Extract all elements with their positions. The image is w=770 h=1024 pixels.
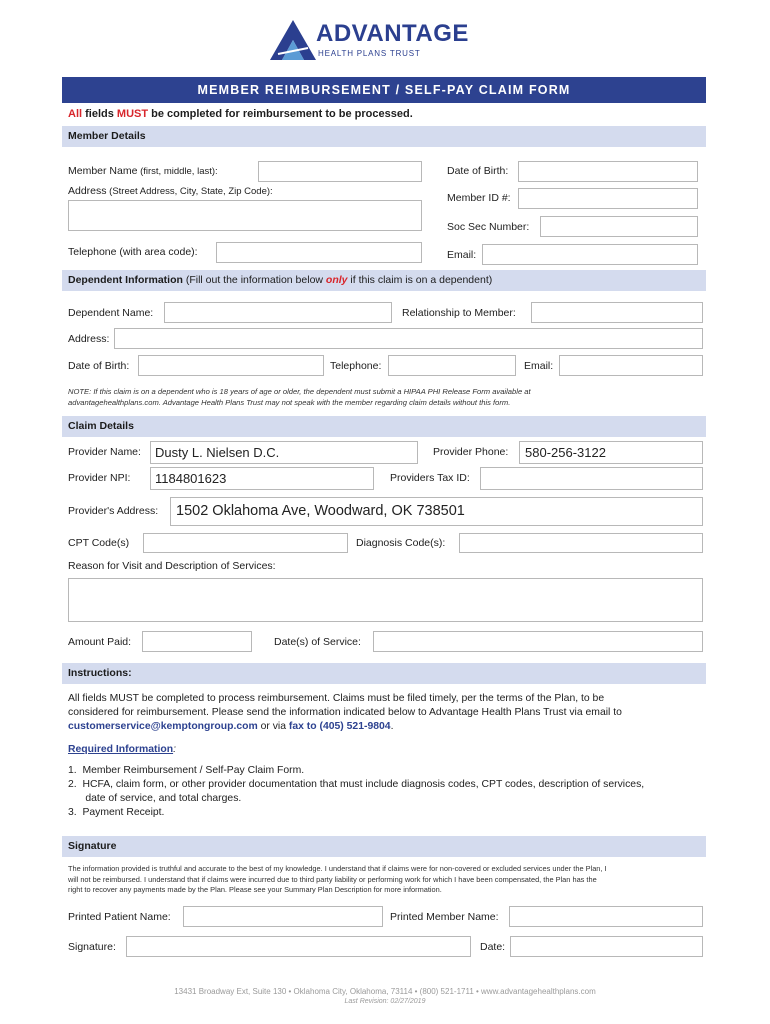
list-item: 3. Payment Receipt. [68,807,165,818]
member-id-field[interactable] [518,188,698,209]
instructions-line3 [68,720,708,734]
member-dob-field[interactable] [518,161,698,182]
signature-statement-line1: The information provided is truthful and accurate to the best of my knowledge. I understand that if claims were for non-covered or excluded services under the Plan, I [68,864,607,873]
signature-statement-line2: will not be reimbursed. I understand that if claims were incurred due to third party liability or performing work for which I have been compensated, the Plan has the [68,874,597,884]
requirement-must: MUST [116,108,149,120]
ssn-label: Soc Sec Number: [447,221,530,233]
form-title: MEMBER REIMBURSEMENT / SELF-PAY CLAIM FORM [62,77,706,103]
member-name-label [68,165,218,177]
instructions-fax: fax to (405) 521-9804 [288,721,391,732]
relationship-label: Relationship to Member: [402,307,516,319]
amount-paid-label: Amount Paid: [68,636,132,648]
member-email-field[interactable] [482,244,698,265]
dependent-header-only: only [325,274,348,286]
logo-name: ADVANTAGE [316,20,469,47]
required-list [68,764,708,820]
printed-member-name-field[interactable] [509,906,703,927]
dependent-note [68,386,698,408]
member-address-label [68,185,273,197]
member-email-label: Email: [447,249,477,261]
printed-patient-name-label: Printed Patient Name: [68,911,171,923]
cpt-field[interactable] [143,533,348,553]
list-item: 1. Member Reimbursement / Self-Pay Claim Form. [68,765,305,776]
member-name-hint: (first, middle, last): [137,166,218,177]
dependent-note-line1: NOTE: If this claim is on a dependent who is 18 years of age or older, the dependent must submit a HIPAA PHI Release Form available at [68,387,531,396]
requirement-all: All [68,108,83,120]
dependent-name-field[interactable] [164,302,392,323]
diagnosis-label: Diagnosis Code(s): [356,537,446,549]
member-details-header: Member Details [62,126,706,147]
member-address-text: Address [68,185,107,197]
instructions-period: . [390,721,394,732]
date-field[interactable] [510,936,703,957]
dependent-address-field[interactable] [114,328,703,349]
tax-id-label: Providers Tax ID: [390,472,470,484]
required-information-colon: : [173,744,176,755]
dates-of-service-label: Date(s) of Service: [274,636,361,648]
dependent-email-field[interactable] [559,355,703,376]
member-name-field[interactable] [258,161,422,182]
claim-details-header: Claim Details [62,416,706,437]
member-name-text: Member Name [68,165,138,177]
requirement-rest: be completed for reimbursement to be processed. [148,108,413,120]
diagnosis-field[interactable] [459,533,703,553]
instructions-text [68,692,708,734]
member-telephone-field[interactable] [216,242,422,263]
footer-revision: Last Revision: 02/27/2019 [344,998,426,1005]
provider-phone-label: Provider Phone: [433,446,509,458]
signature-statement-line3: right to recover any payments made by the Plan. Please see your Summary Plan Description for more information. [68,885,442,894]
printed-member-name-label: Printed Member Name: [390,911,499,923]
list-item: date of service, and total charges. [68,793,242,804]
member-address-hint: (Street Address, City, State, Zip Code): [106,186,273,197]
dependent-header-note2: if this claim is on a dependent) [347,274,493,286]
instructions-or-via: or via [257,721,289,732]
dependent-header [62,270,706,291]
requirement-line [68,108,413,120]
logo-mark-icon [268,18,318,62]
reason-field[interactable] [68,578,703,622]
logo-tagline: HEALTH PLANS TRUST [318,49,421,58]
dependent-email-label: Email: [524,360,554,372]
list-item: 2. HCFA, claim form, or other provider documentation that must include diagnosis codes, CPT codes, description of services, [68,779,645,790]
dependent-name-label: Dependent Name: [68,307,154,319]
dependent-telephone-field[interactable] [388,355,516,376]
dependent-dob-label: Date of Birth: [68,360,130,372]
required-information-heading [68,743,176,757]
provider-name-value: Dusty L. Nielsen D.C. [155,445,280,460]
requirement-fields: fields [82,108,117,120]
signature-field[interactable] [126,936,471,957]
dependent-dob-field[interactable] [138,355,324,376]
provider-npi-label: Provider NPI: [68,472,131,484]
printed-patient-name-field[interactable] [183,906,383,927]
dependent-address-label: Address: [68,333,110,345]
ssn-field[interactable] [540,216,698,237]
instructions-line1: All fields MUST be completed to process reimbursement. Claims must be filed timely, per the terms of the Plan, to be [68,693,605,704]
member-address-field[interactable] [68,200,422,231]
provider-phone-value: 580-256-3122 [525,445,606,460]
footer-address: 13431 Broadway Ext, Suite 130 • Oklahoma City, Oklahoma, 73114 • (800) 521-1711 • www.advantagehealthplans.com [174,987,596,996]
instructions-email-link[interactable]: customerservice@kemptongroup.com [68,721,258,732]
instructions-header: Instructions: [62,663,706,684]
dependent-telephone-label: Telephone: [330,360,382,372]
signature-statement [68,864,708,896]
dates-of-service-field[interactable] [373,631,703,652]
provider-address-label: Provider's Address: [68,505,159,517]
provider-address-value: 1502 Oklahoma Ave, Woodward, OK 738501 [176,503,465,519]
dependent-header-title: Dependent Information [68,274,183,286]
member-id-label: Member ID #: [447,192,511,204]
date-label: Date: [480,941,506,953]
dependent-header-note1: (Fill out the information below [182,274,326,286]
member-telephone-label: Telephone (with area code): [68,246,198,258]
logo [268,18,478,64]
member-dob-label: Date of Birth: [447,165,509,177]
reason-label: Reason for Visit and Description of Services: [68,560,276,572]
cpt-label: CPT Code(s) [68,537,130,549]
provider-name-label: Provider Name: [68,446,141,458]
provider-npi-value: 1184801623 [155,471,227,486]
tax-id-field[interactable] [480,467,703,490]
relationship-field[interactable] [531,302,703,323]
signature-label: Signature: [68,941,116,953]
amount-paid-field[interactable] [142,631,252,652]
required-information-text: Required Information [68,744,174,755]
dependent-note-line2: advantagehealthplans.com. Advantage Health Plans Trust may not speak with the member regarding claim details without this form. [68,398,511,407]
signature-header: Signature [62,836,706,857]
instructions-line2: considered for reimbursement. Please send the information indicated below to Advantage Health Plans Trust via email to [68,707,622,718]
